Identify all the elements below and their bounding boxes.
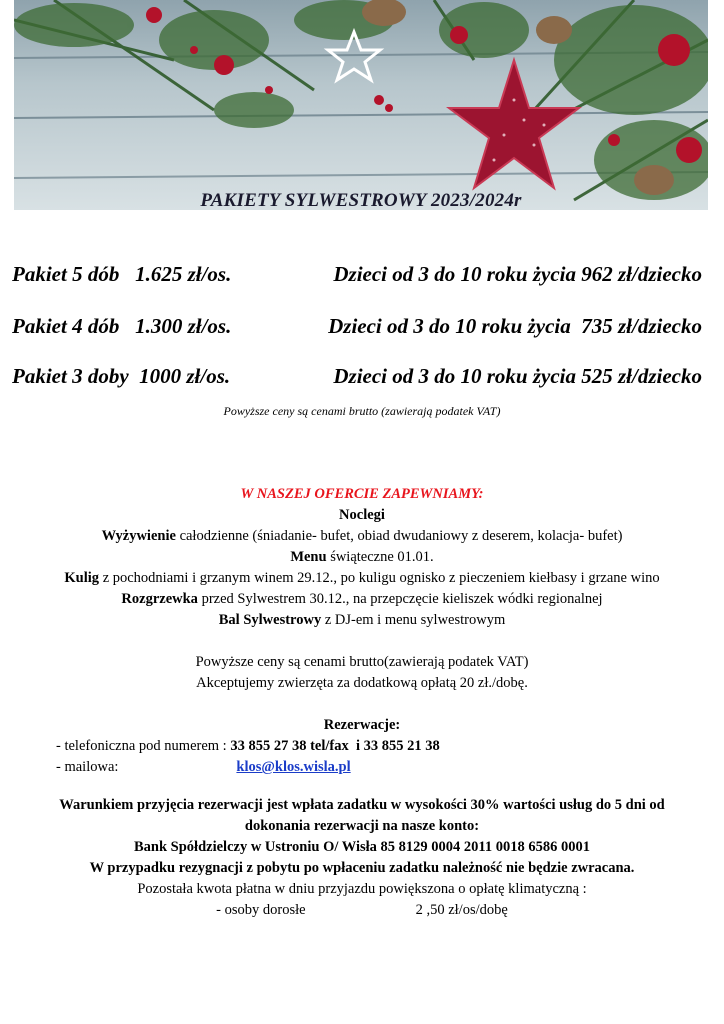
terms-line: Warunkiem przyjęcia rezerwacji jest wpłata zadatku w wysokości 30% wartości usług do 5 dni od <box>59 797 665 813</box>
reservation-phone: - telefoniczna pod numerem : 33 855 27 38 tel/fax i 33 855 21 38 <box>56 738 440 754</box>
terms-section <box>0 795 724 921</box>
offer-section <box>0 484 724 736</box>
cancellation-note: W przypadku rezygnacji z pobytu po wpłaceniu zadatku należność nie będzie zwracana. <box>89 860 635 876</box>
offer-item-food: Wyżywienie całodzienne (śniadanie- bufet, obiad dwudaniowy z deserem, kolacja- bufet) <box>101 528 623 544</box>
banner-decoration-image <box>14 0 708 210</box>
reservations-heading: Rezerwacje: <box>323 717 401 733</box>
package-child-price: Dzieci od 3 do 10 roku życia 525 zł/dziecko <box>333 364 702 388</box>
offer-prices-note: Powyższe ceny są cenami brutto(zawierają podatek VAT) <box>195 654 529 670</box>
offer-pets-note: Akceptujemy zwierzęta za dodatkową opłatą 20 zł./dobę. <box>196 675 528 691</box>
offer-heading: W NASZEJ OFERCIE ZAPEWNIAMY: <box>240 486 484 502</box>
climate-fee-row: - osoby dorosłe 2 ,50 zł/os/dobę <box>216 902 508 918</box>
banner-title: PAKIETY SYLWESTROWY 2023/2024r <box>200 190 522 210</box>
email-link[interactable]: klos@klos.wisla.pl <box>236 759 351 775</box>
remaining-payment-note: Pozostała kwota płatna w dniu przyjazdu powiększona o opłatę klimatyczną : <box>137 881 587 897</box>
package-adult-price: Pakiet 5 dób 1.625 zł/os. <box>12 262 232 286</box>
reservation-mail: - mailowa: klos@klos.wisla.pl <box>56 759 351 775</box>
offer-item-bal: Bal Sylwestrowy z DJ-em i menu sylwestrowym <box>218 612 506 628</box>
price-note: Powyższe ceny są cenami brutto (zawierają podatek VAT) <box>223 404 501 418</box>
bank-account: Bank Spółdzielczy w Ustroniu O/ Wisła 85 8129 0004 2011 0018 6586 0001 <box>134 839 590 855</box>
package-row <box>12 262 702 292</box>
package-adult-price: Pakiet 4 dób 1.300 zł/os. <box>12 314 232 338</box>
offer-item-rozgrzewka: Rozgrzewka przed Sylwestrem 30.12., na przepczęcie kieliszek wódki regionalnej <box>121 591 603 607</box>
terms-line: dokonania rezerwacji na nasze konto: <box>244 818 480 834</box>
offer-item-accommodation: Noclegi <box>339 507 385 523</box>
package-adult-price: Pakiet 3 doby 1000 zł/os. <box>12 364 231 388</box>
phone-number: 33 855 27 38 tel/fax i 33 855 21 38 <box>230 738 440 754</box>
package-child-price: Dzieci od 3 do 10 roku życia 735 zł/dziecko <box>328 314 702 338</box>
package-child-price: Dzieci od 3 do 10 roku życia 962 zł/dziecko <box>333 262 702 286</box>
offer-item-kulig: Kulig z pochodniami i grzanym winem 29.12., po kuligu ognisko z pieczeniem kiełbasy i grzane wino <box>64 570 660 586</box>
offer-item-menu: Menu świąteczne 01.01. <box>290 549 434 565</box>
package-row <box>12 364 702 394</box>
christmas-banner <box>14 0 708 210</box>
package-row <box>12 314 702 344</box>
